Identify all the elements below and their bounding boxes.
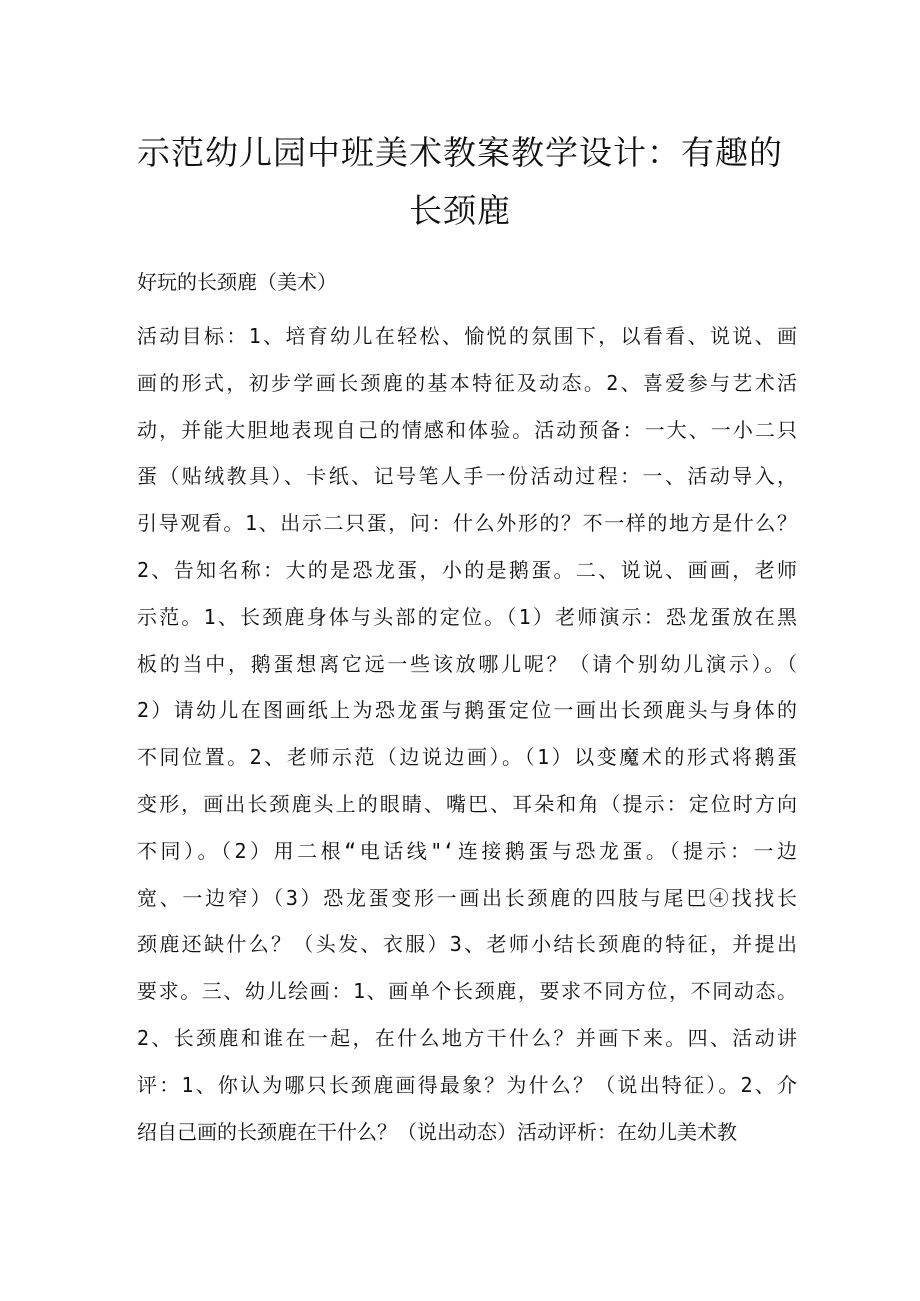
body-line: 活动目标：1、培育幼儿在轻松、愉悦的氛围下，以看看、说说、画 [137, 324, 797, 348]
body-line: 动，并能大胆地表现自己的情感和体验。活动预备：一大、一小二只 [137, 417, 797, 442]
document-subtitle: 好玩的长颈鹿（美术） [137, 270, 337, 294]
body-line: 颈鹿还缺什么？（头发、衣服）3、老师小结长颈鹿的特征，并提出 [137, 932, 797, 957]
document-title [100, 124, 820, 240]
body-line: 不同位置。2、老师示范（边说边画）。（1）以变魔术的形式将鹅蛋 [137, 745, 797, 770]
body-line: 引导观看。1、出示二只蛋，问：什么外形的？不一样的地方是什么？ [137, 511, 797, 536]
body-line: 蛋（贴绒教具）、卡纸、记号笔人手一份活动过程：一、活动导入， [137, 464, 797, 489]
body-line: 2、告知名称：大的是恐龙蛋，小的是鹅蛋。二、说说、画画，老师 [137, 557, 797, 582]
body-line: 要求。三、幼儿绘画：1、画单个长颈鹿，要求不同方位，不同动态。 [137, 979, 797, 1004]
body-line: 不同）。（2）用二根“电话线"‘连接鹅蛋与恐龙蛋。（提示：一边 [137, 838, 797, 863]
body-line: 板的当中，鹅蛋想离它远一些该放哪儿呢？（请个别幼儿演示）。（ [137, 651, 797, 676]
title-line-1: 示范幼儿园中班美术教案教学设计：有趣的 [137, 133, 783, 172]
document-body [137, 313, 797, 1155]
body-line: 评：1、你认为哪只长颈鹿画得最象？为什么？（说出特征）。2、介 [137, 1072, 797, 1097]
body-line: 示范。1、长颈鹿身体与头部的定位。（1）老师演示：恐龙蛋放在黑 [137, 604, 797, 629]
body-line: 绍自己画的长颈鹿在干什么？（说出动态）活动评析：在幼儿美术教 [137, 1119, 737, 1144]
body-line: 变形，画出长颈鹿头上的眼睛、嘴巴、耳朵和角（提示：定位时方向 [137, 791, 797, 816]
body-line: 2、长颈鹿和谁在一起，在什么地方干什么？并画下来。四、活动讲 [137, 1025, 797, 1050]
body-line: 画的形式，初步学画长颈鹿的基本特征及动态。2、喜爱参与艺术活 [137, 370, 797, 395]
body-line: 2）请幼儿在图画纸上为恐龙蛋与鹅蛋定位一画出长颈鹿头与身体的 [137, 698, 797, 723]
title-line-2: 长颈鹿 [409, 191, 511, 230]
body-line: 宽、一边窄）（3）恐龙蛋变形一画出长颈鹿的四肢与尾巴④找找长 [137, 885, 797, 910]
